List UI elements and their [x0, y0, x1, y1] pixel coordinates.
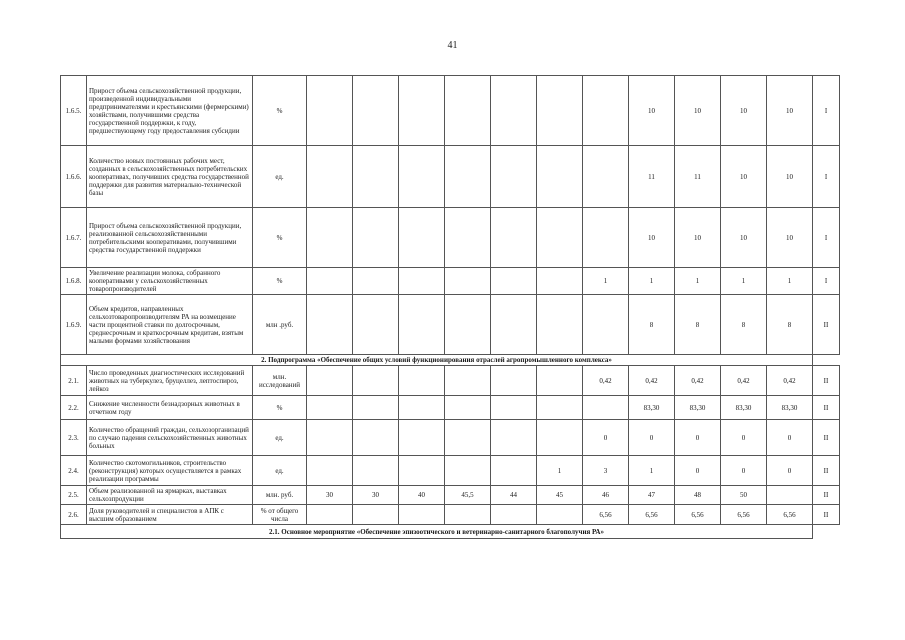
- value-cell: 6,56: [629, 505, 675, 525]
- table-body: [61, 76, 840, 539]
- table-row: [61, 456, 840, 486]
- table-row: [61, 486, 840, 505]
- indicator-name: Число проведенных диагностических исследований животных на туберкулез, бруцеллез, лептоспироз, лейкоз: [87, 366, 253, 396]
- category-cell: II: [813, 456, 840, 486]
- value-cell: 45,5: [445, 486, 491, 505]
- value-cell: 0,42: [675, 366, 721, 396]
- value-cell: 83,30: [675, 396, 721, 420]
- category-cell: II: [813, 486, 840, 505]
- value-cell: [353, 456, 399, 486]
- row-number: 1.6.8.: [61, 268, 87, 295]
- value-cell: [491, 396, 537, 420]
- value-cell: [399, 76, 445, 146]
- value-cell: 0: [675, 456, 721, 486]
- value-cell: 11: [675, 146, 721, 208]
- table-row: [61, 420, 840, 456]
- value-cell: [537, 505, 583, 525]
- value-cell: [491, 420, 537, 456]
- value-cell: 83,30: [767, 396, 813, 420]
- indicator-name: Количество обращений граждан, сельхозорганизаций по случаю падения сельскохозяйственных животных больных: [87, 420, 253, 456]
- value-cell: [399, 146, 445, 208]
- value-cell: [307, 146, 353, 208]
- value-cell: [307, 420, 353, 456]
- table-row: [61, 208, 840, 268]
- value-cell: 10: [767, 146, 813, 208]
- value-cell: [445, 505, 491, 525]
- section-header: 2. Подпрограмма «Обеспечение общих условий функционирования отраслей агропромышленного комплекса»: [61, 355, 813, 366]
- value-cell: 6,56: [721, 505, 767, 525]
- value-cell: 0,42: [767, 366, 813, 396]
- value-cell: [583, 295, 629, 355]
- page-number: 41: [447, 40, 458, 51]
- value-cell: [537, 420, 583, 456]
- value-cell: 8: [721, 295, 767, 355]
- value-cell: 30: [353, 486, 399, 505]
- value-cell: 40: [399, 486, 445, 505]
- value-cell: 6,56: [583, 505, 629, 525]
- row-number: 2.3.: [61, 420, 87, 456]
- value-cell: [537, 208, 583, 268]
- value-cell: [445, 396, 491, 420]
- value-cell: [445, 456, 491, 486]
- value-cell: 10: [721, 208, 767, 268]
- category-cell: I: [813, 208, 840, 268]
- unit-cell: %: [253, 396, 307, 420]
- unit-cell: ед.: [253, 146, 307, 208]
- value-cell: [491, 456, 537, 486]
- value-cell: [537, 396, 583, 420]
- value-cell: 8: [629, 295, 675, 355]
- category-cell: II: [813, 420, 840, 456]
- value-cell: [307, 456, 353, 486]
- category-cell: I: [813, 146, 840, 208]
- indicator-name: Объем реализованной на ярмарках, выставках сельхозпродукции: [87, 486, 253, 505]
- value-cell: 0,42: [721, 366, 767, 396]
- value-cell: 0: [767, 420, 813, 456]
- section-header-row: [61, 525, 840, 539]
- table-row: [61, 146, 840, 208]
- value-cell: [445, 76, 491, 146]
- value-cell: [537, 146, 583, 208]
- table-row: [61, 76, 840, 146]
- value-cell: [307, 76, 353, 146]
- value-cell: 10: [629, 208, 675, 268]
- value-cell: [353, 295, 399, 355]
- value-cell: [445, 420, 491, 456]
- value-cell: [445, 366, 491, 396]
- category-cell: II: [813, 396, 840, 420]
- unit-cell: %: [253, 76, 307, 146]
- indicator-name: Прирост объема сельскохозяйственной продукции, произведенной индивидуальными предпринимателями и крестьянскими (фермерскими) хозяйствами, получившими средства государственной поддержки, к году, предшествующему году предоставления субсидии: [87, 76, 253, 146]
- value-cell: 6,56: [767, 505, 813, 525]
- value-cell: 0: [721, 456, 767, 486]
- value-cell: [353, 76, 399, 146]
- value-cell: [445, 295, 491, 355]
- value-cell: 10: [767, 76, 813, 146]
- unit-cell: ед.: [253, 456, 307, 486]
- value-cell: [767, 486, 813, 505]
- value-cell: [307, 295, 353, 355]
- value-cell: [491, 76, 537, 146]
- indicator-name: Снижение численности безнадзорных животных в отчетном году: [87, 396, 253, 420]
- value-cell: [583, 146, 629, 208]
- table-row: [61, 505, 840, 525]
- row-number: 1.6.5.: [61, 76, 87, 146]
- indicator-name: Объем кредитов, направленных сельхозтоваропроизводителям РА на возмещение части процентной ставки по долгосрочным, среднесрочным и краткосрочным кредитам, взятым малыми формами хозяйствования: [87, 295, 253, 355]
- value-cell: [491, 146, 537, 208]
- value-cell: 0: [583, 420, 629, 456]
- unit-cell: %: [253, 268, 307, 295]
- value-cell: 0: [675, 420, 721, 456]
- value-cell: 50: [721, 486, 767, 505]
- unit-cell: млн. исследований: [253, 366, 307, 396]
- indicator-name: Увеличение реализации молока, собранного кооперативами у сельскохозяйственных товаропроизводителей: [87, 268, 253, 295]
- value-cell: [307, 396, 353, 420]
- row-number: 2.5.: [61, 486, 87, 505]
- value-cell: [353, 505, 399, 525]
- value-cell: [491, 268, 537, 295]
- table-row: [61, 396, 840, 420]
- indicator-name: Количество скотомогильников, строительство (реконструкция) которых осуществляется в рамках реализации программы: [87, 456, 253, 486]
- value-cell: [399, 505, 445, 525]
- value-cell: [399, 366, 445, 396]
- category-cell: I: [813, 76, 840, 146]
- value-cell: 10: [675, 76, 721, 146]
- value-cell: [399, 396, 445, 420]
- value-cell: [537, 76, 583, 146]
- value-cell: 1: [583, 268, 629, 295]
- value-cell: [307, 268, 353, 295]
- value-cell: 47: [629, 486, 675, 505]
- indicators-table: [60, 75, 840, 539]
- value-cell: 0,42: [629, 366, 675, 396]
- unit-cell: млн. руб.: [253, 486, 307, 505]
- value-cell: 1: [629, 268, 675, 295]
- table-row: [61, 295, 840, 355]
- value-cell: 8: [767, 295, 813, 355]
- unit-cell: ед.: [253, 420, 307, 456]
- value-cell: 10: [721, 146, 767, 208]
- value-cell: [353, 208, 399, 268]
- value-cell: 0: [721, 420, 767, 456]
- value-cell: [491, 208, 537, 268]
- value-cell: [399, 268, 445, 295]
- value-cell: 83,30: [721, 396, 767, 420]
- value-cell: 6,56: [675, 505, 721, 525]
- value-cell: [353, 268, 399, 295]
- category-cell: II: [813, 366, 840, 396]
- value-cell: 0: [767, 456, 813, 486]
- value-cell: 1: [537, 456, 583, 486]
- row-number: 2.1.: [61, 366, 87, 396]
- value-cell: 0: [629, 420, 675, 456]
- row-number: 1.6.7.: [61, 208, 87, 268]
- value-cell: [307, 366, 353, 396]
- value-cell: [353, 146, 399, 208]
- value-cell: 3: [583, 456, 629, 486]
- indicator-name: Количество новых постоянных рабочих мест, созданных в сельскохозяйственных потребительских кооперативах, получивших средства государственной поддержки для развития материально-технической базы: [87, 146, 253, 208]
- value-cell: 44: [491, 486, 537, 505]
- row-number: 1.6.6.: [61, 146, 87, 208]
- value-cell: [445, 208, 491, 268]
- value-cell: 1: [675, 268, 721, 295]
- value-cell: 83,30: [629, 396, 675, 420]
- value-cell: 10: [721, 76, 767, 146]
- value-cell: 1: [629, 456, 675, 486]
- row-number: 1.6.9.: [61, 295, 87, 355]
- value-cell: [399, 295, 445, 355]
- value-cell: [583, 76, 629, 146]
- row-number: 2.6.: [61, 505, 87, 525]
- value-cell: [399, 420, 445, 456]
- value-cell: [399, 208, 445, 268]
- category-cell: II: [813, 295, 840, 355]
- table-row: [61, 268, 840, 295]
- value-cell: 48: [675, 486, 721, 505]
- row-number: 2.4.: [61, 456, 87, 486]
- value-cell: [491, 366, 537, 396]
- value-cell: 46: [583, 486, 629, 505]
- value-cell: [307, 505, 353, 525]
- value-cell: [307, 208, 353, 268]
- value-cell: [583, 208, 629, 268]
- section-header-row: [61, 355, 840, 366]
- value-cell: [491, 505, 537, 525]
- value-cell: 30: [307, 486, 353, 505]
- indicator-name: Прирост объема сельскохозяйственной продукции, реализованной сельскохозяйственными потребительскими кооперативами, получившими средства государственной поддержки: [87, 208, 253, 268]
- unit-cell: млн .руб.: [253, 295, 307, 355]
- value-cell: 10: [767, 208, 813, 268]
- value-cell: [353, 420, 399, 456]
- value-cell: [491, 295, 537, 355]
- value-cell: 11: [629, 146, 675, 208]
- unit-cell: % от общего числа: [253, 505, 307, 525]
- value-cell: 1: [767, 268, 813, 295]
- value-cell: [445, 268, 491, 295]
- value-cell: 1: [721, 268, 767, 295]
- value-cell: [399, 456, 445, 486]
- value-cell: [353, 396, 399, 420]
- category-cell: I: [813, 268, 840, 295]
- value-cell: [445, 146, 491, 208]
- value-cell: 8: [675, 295, 721, 355]
- row-number: 2.2.: [61, 396, 87, 420]
- unit-cell: %: [253, 208, 307, 268]
- value-cell: 10: [675, 208, 721, 268]
- value-cell: 0,42: [583, 366, 629, 396]
- value-cell: [353, 366, 399, 396]
- value-cell: [537, 366, 583, 396]
- value-cell: [537, 268, 583, 295]
- value-cell: 10: [629, 76, 675, 146]
- value-cell: 45: [537, 486, 583, 505]
- category-cell: II: [813, 505, 840, 525]
- indicator-name: Доля руководителей и специалистов в АПК с высшим образованием: [87, 505, 253, 525]
- section-header: 2.1. Основное мероприятие «Обеспечение эпизоотического и ветеринарно-санитарного благополучия РА»: [61, 525, 813, 539]
- value-cell: [583, 396, 629, 420]
- table-row: [61, 366, 840, 396]
- value-cell: [537, 295, 583, 355]
